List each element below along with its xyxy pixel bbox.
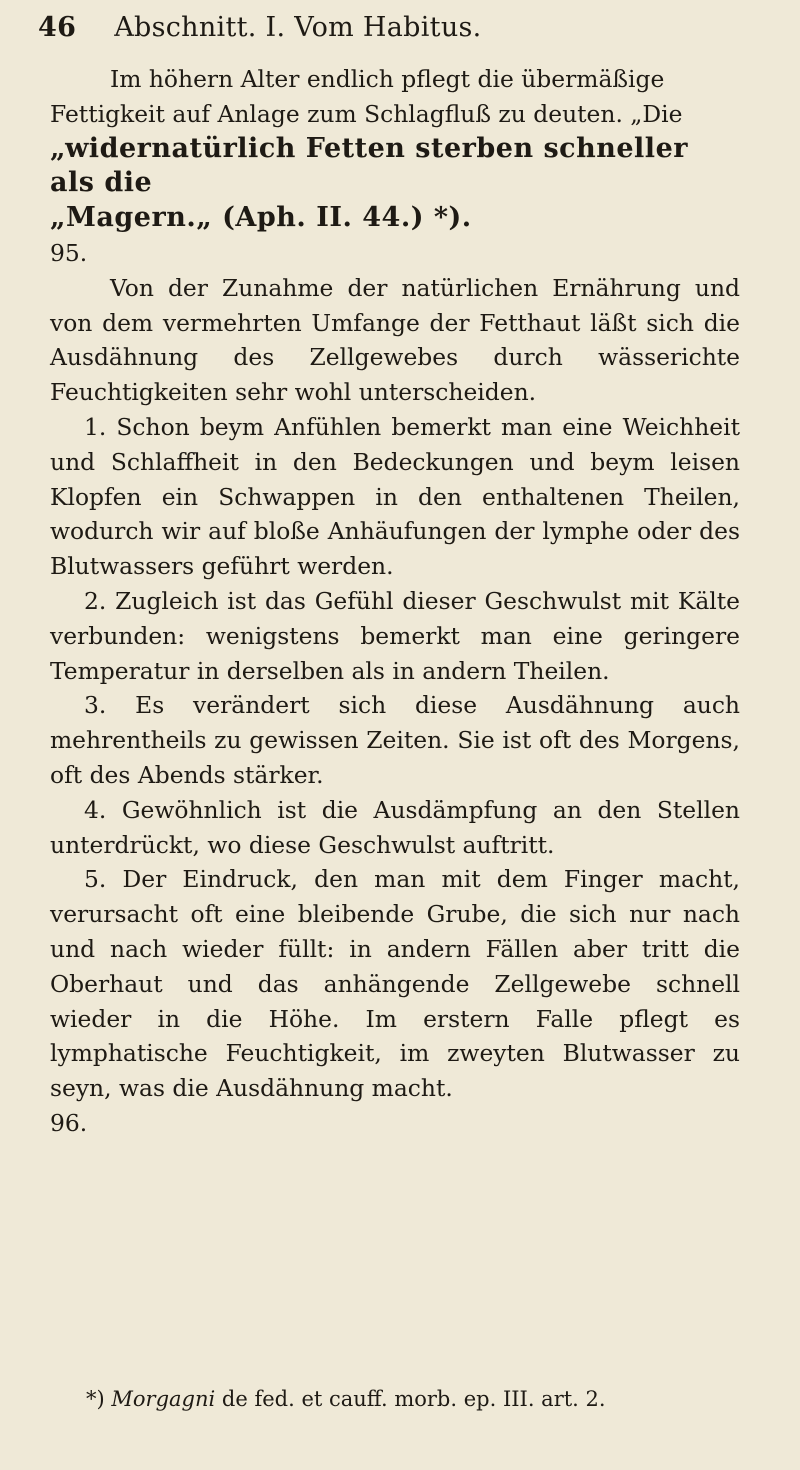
footnote-author: Morgagni (111, 1387, 216, 1411)
running-title: Abschnitt. I. Vom Habitus. (114, 12, 482, 43)
next-section-number: 96. (50, 1108, 88, 1137)
intro-line (50, 201, 740, 236)
list-item: 2. Zugleich ist das Gefühl dieser Geschwulst mit Kälte verbunden: wenigstens bemerkt man eine geringere Temperatur in derselben als in andern Theilen. (50, 586, 740, 685)
page-number: 46 (38, 12, 77, 43)
list-item: 4. Gewöhnlich ist die Ausdämpfung an den Stellen unterdrückt, wo diese Geschwulst auftritt. (50, 795, 740, 859)
intro-emphasis-end: „Magern.„ (Aph. II. 44.) *). (50, 202, 472, 234)
section-intro: Von der Zunahme der natürlichen Ernährung und von dem vermehrten Umfange der Fetthaut läßt sich die Ausdähnung des Zellgewebes durch wässerichte Feuchtigkeiten sehr wohl unterscheiden. (50, 273, 740, 407)
section-number: 95. (50, 238, 88, 267)
list-item: 3. Es verändert sich diese Ausdähnung auch mehrentheils zu gewissen Zeiten. Sie ist oft des Morgens, oft des Abends stärker. (50, 691, 740, 789)
running-header (38, 12, 658, 52)
intro-line: Im höhern Alter endlich pflegt die übermäßige (110, 65, 665, 93)
list-item: 5. Der Eindruck, den man mit dem Finger macht, verursacht oft eine bleibende Grube, die sich nur nach und nach wieder füllt: in andern Fällen aber tritt die Oberhaut und das anhängende Zellgewebe schnell wieder in die Höhe. Im erstern Falle pflegt es lymphatische Feuchtigkeit, im zweyten Blutwasser zu seyn, was die Ausdähnung macht. (50, 865, 740, 1103)
intro-line-emphasis: „widernatürlich Fetten sterben schneller als die (50, 132, 688, 199)
footnote-marker: *) (86, 1387, 105, 1411)
intro-line: Fettigkeit auf Anlage zum Schlagfluß zu deuten. „Die (50, 99, 683, 128)
main-text (50, 62, 740, 1141)
list-item: 1. Schon beym Anfühlen bemerkt man eine Weichheit und Schlaffheit in den Bedeckungen und beym leisen Klopfen ein Schwappen in den enthaltenen Theilen, wodurch wir auf bloße Anhäufungen der lymphe oder des Blutwassers geführt werden. (50, 412, 740, 581)
footnote (86, 1386, 766, 1412)
footnote-text: de fed. et cauff. morb. ep. III. art. 2. (221, 1387, 606, 1411)
